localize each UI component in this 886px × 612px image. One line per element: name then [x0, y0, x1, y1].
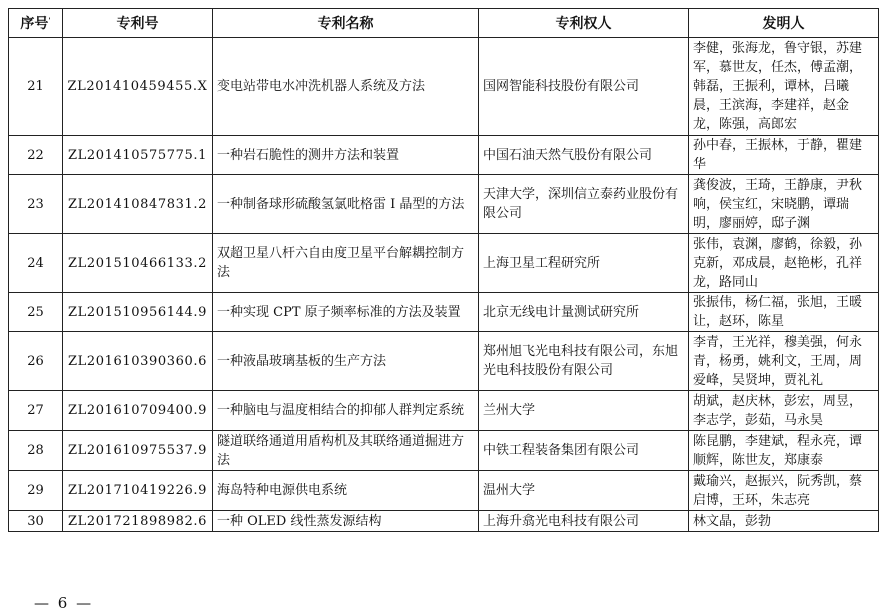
row-inventors: 林文晶，彭勃 — [689, 511, 879, 532]
row-inventors: 戴瑜兴，赵振兴，阮秀凯，蔡启博，王环，朱志亮 — [689, 471, 879, 511]
table-row — [9, 38, 879, 136]
row-patent-no: ZL201610975537.9 — [63, 431, 213, 471]
table-row — [9, 175, 879, 234]
row-patent-name: 一种液晶玻璃基板的生产方法 — [213, 332, 479, 391]
row-seq: 26 — [9, 332, 63, 391]
row-seq: 30 — [9, 511, 63, 532]
row-patent-name: 双超卫星八杆六自由度卫星平台解耦控制方法 — [213, 234, 479, 293]
row-patent-no: ZL201410459455.X — [63, 38, 213, 136]
row-seq: 21 — [9, 38, 63, 136]
row-seq: 27 — [9, 391, 63, 431]
row-patent-no: ZL201510466133.2 — [63, 234, 213, 293]
row-patent-no: ZL201710419226.9 — [63, 471, 213, 511]
table-row — [9, 293, 879, 332]
row-inventors: 胡斌，赵庆林，彭宏，周昱，李志学，彭茹，马永昊 — [689, 391, 879, 431]
row-patent-name: 一种 OLED 线性蒸发源结构 — [213, 511, 479, 532]
table-row — [9, 471, 879, 511]
row-patent-name: 变电站带电水冲洗机器人系统及方法 — [213, 38, 479, 136]
table-row — [9, 511, 879, 532]
table-row — [9, 136, 879, 175]
row-owner: 上海卫星工程研究所 — [479, 234, 689, 293]
row-patent-name: 一种脑电与温度相结合的抑郁人群判定系统 — [213, 391, 479, 431]
header-patent-no: 专利号 — [63, 9, 213, 38]
row-inventors: 陈昆鹏，李建斌，程永亮，谭顺辉，陈世友，郑康泰 — [689, 431, 879, 471]
row-inventors: 李青，王光祥，穆美强，何永青，杨勇，姚利文，王周，周爱峰，吴贤坤，贾礼礼 — [689, 332, 879, 391]
table-row — [9, 431, 879, 471]
row-seq: 28 — [9, 431, 63, 471]
row-inventors: 张伟，袁渊，廖鹤，徐毅，孙克新，邓成晨，赵艳彬，孔祥龙，路同山 — [689, 234, 879, 293]
header-seq-mark: ' — [48, 16, 51, 25]
row-owner: 中国石油天然气股份有限公司 — [479, 136, 689, 175]
row-patent-name: 海岛特种电源供电系统 — [213, 471, 479, 511]
row-inventors: 李健，张海龙，鲁守银，苏建军，慕世友，任杰，傅孟潮，韩磊，王振利，谭林，吕曦晨，王滨海，李建祥，赵金龙，陈强，高郎宏 — [689, 38, 879, 136]
row-seq: 24 — [9, 234, 63, 293]
row-seq: 22 — [9, 136, 63, 175]
row-patent-name: 一种制备球形硫酸氢氯吡格雷 I 晶型的方法 — [213, 175, 479, 234]
row-patent-name: 隧道联络通道用盾构机及其联络通道掘进方法 — [213, 431, 479, 471]
row-seq: 29 — [9, 471, 63, 511]
table-row — [9, 234, 879, 293]
row-inventors: 龚俊波，王琦，王静康，尹秋响，侯宝红，宋晓鹏，谭瑞明，廖丽婷，邸子渊 — [689, 175, 879, 234]
row-owner: 北京无线电计量测试研究所 — [479, 293, 689, 332]
header-patent-name: 专利名称 — [213, 9, 479, 38]
row-patent-no: ZL201610390360.6 — [63, 332, 213, 391]
patent-table — [8, 8, 879, 532]
row-owner: 中铁工程装备集团有限公司 — [479, 431, 689, 471]
row-patent-no: ZL201721898982.6 — [63, 511, 213, 532]
row-owner: 郑州旭飞光电科技有限公司，东旭光电科技股份有限公司 — [479, 332, 689, 391]
header-inventors: 发明人 — [689, 9, 879, 38]
row-patent-name: 一种岩石脆性的测井方法和装置 — [213, 136, 479, 175]
table-row — [9, 332, 879, 391]
table-header-row — [9, 9, 879, 38]
row-inventors: 孙中春，王振林，于静，瞿建华 — [689, 136, 879, 175]
row-inventors: 张振伟，杨仁福，张旭，王暖让，赵环，陈星 — [689, 293, 879, 332]
row-owner: 天津大学，深圳信立泰药业股份有限公司 — [479, 175, 689, 234]
row-patent-no: ZL201610709400.9 — [63, 391, 213, 431]
row-owner: 国网智能科技股份有限公司 — [479, 38, 689, 136]
row-patent-no: ZL201510956144.9 — [63, 293, 213, 332]
row-owner: 温州大学 — [479, 471, 689, 511]
table-row — [9, 391, 879, 431]
row-patent-no: ZL201410847831.2 — [63, 175, 213, 234]
header-seq: 序号' — [9, 9, 63, 38]
row-patent-no: ZL201410575775.1 — [63, 136, 213, 175]
page-number: — 6 — — [34, 594, 94, 612]
row-seq: 25 — [9, 293, 63, 332]
row-seq: 23 — [9, 175, 63, 234]
row-owner: 兰州大学 — [479, 391, 689, 431]
row-owner: 上海升翕光电科技有限公司 — [479, 511, 689, 532]
header-owner: 专利权人 — [479, 9, 689, 38]
row-patent-name: 一种实现 CPT 原子频率标准的方法及装置 — [213, 293, 479, 332]
